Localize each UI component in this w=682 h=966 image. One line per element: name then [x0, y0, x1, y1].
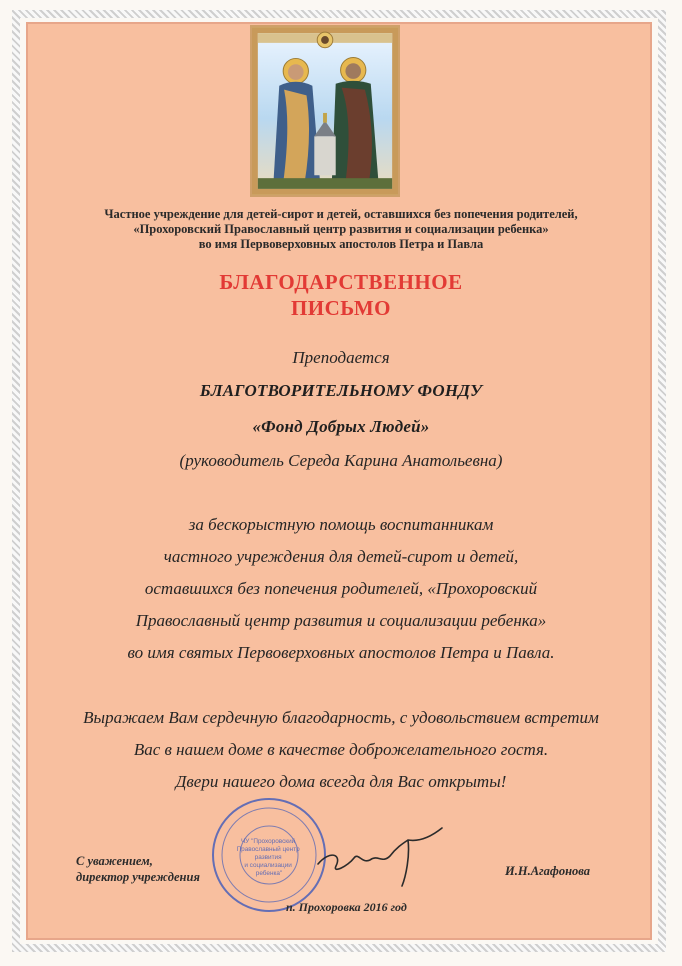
document-title-line-1: БЛАГОДАРСТВЕННОЕ — [219, 270, 463, 294]
stamp-text-4: и социализации — [244, 862, 292, 869]
recipient-name: «Фонд Добрых Людей» — [252, 417, 430, 436]
regards-text: С уважением, — [76, 854, 153, 868]
presented-label: Преподается — [292, 348, 390, 367]
document-title-line-2: ПИСЬМО — [290, 296, 392, 320]
closing-line-3: Двери нашего дома всегда для Вас открыты! — [175, 772, 507, 791]
director-position: директор учреждения — [76, 870, 200, 884]
body-line-3: оставшихся без попечения родителей, «Прохоровский — [144, 579, 538, 598]
body-line-1: за бескорыстную помощь воспитанникам — [188, 515, 494, 534]
body-line-5: во имя святых Первоверховных апостолов Петра и Павла. — [127, 643, 555, 662]
header-line-1: Частное учреждение для детей-сирот и детей, оставшихся без попечения родителей, — [104, 207, 578, 221]
header-line-3: во имя Первоверховных апостолов Петра и Павла — [198, 237, 484, 251]
closing-line-2: Вас в нашем доме в качестве доброжелательного гостя. — [133, 740, 549, 759]
closing-line-1: Выражаем Вам сердечную благодарность, с удовольствием встретим — [83, 708, 599, 727]
director-name: И.Н.Агафонова — [505, 864, 591, 878]
stamp-text-1: ЧУ "Прохоровский — [240, 838, 296, 845]
svg-text:ЧУ "Прохоровский Правосл — [237, 837, 302, 877]
stamp-text-5: ребенка" — [255, 870, 283, 877]
place-date: п. Прохоровка 2016 год — [286, 900, 407, 914]
saints-icon — [252, 27, 398, 195]
header-line-2: «Прохоровский Православный центр развития и социализации ребенка» — [133, 222, 549, 236]
stamp-text-2: Православный центр — [236, 846, 300, 853]
recipient-head: (руководитель Середа Карина Анатольевна) — [179, 451, 503, 470]
recipient-org: БЛАГОТВОРИТЕЛЬНОМУ ФОНДУ — [199, 381, 483, 400]
handwritten-signature — [310, 820, 450, 892]
saints-icon-image — [250, 25, 400, 197]
body-line-4: Православный центр развития и социализации ребенка» — [135, 611, 547, 630]
body-line-2: частного учреждения для детей-сирот и детей, — [163, 547, 519, 566]
stamp-text-3: развития — [254, 854, 282, 861]
